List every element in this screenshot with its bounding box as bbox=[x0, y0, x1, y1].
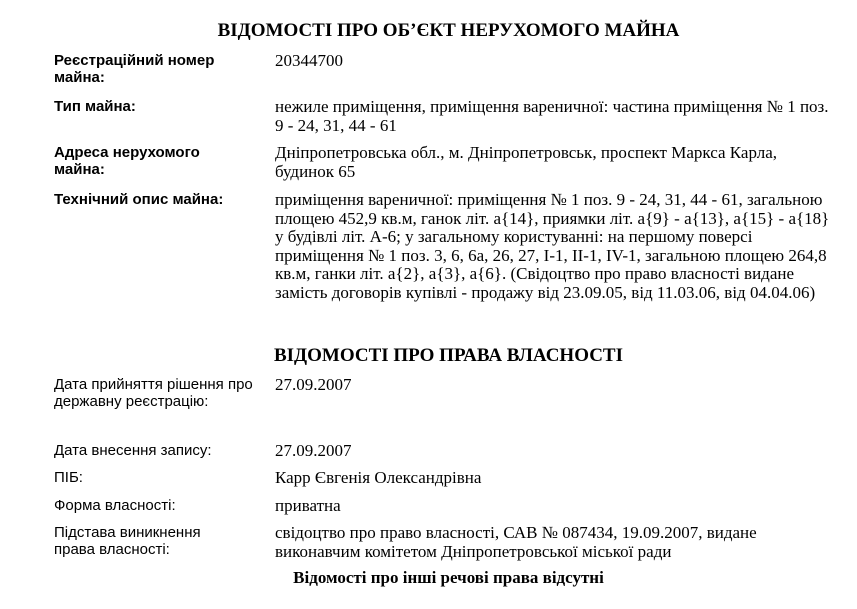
field-value: нежиле приміщення, приміщення вареничної: частина приміщення № 1 поз. 9 - 24, 31, 44 - 61 bbox=[275, 97, 829, 135]
other-rights-note: Відомості про інші речові права відсутні bbox=[293, 568, 604, 587]
field-value: Карр Євгенія Олександрівна bbox=[275, 468, 482, 487]
field-value: 27.09.2007 bbox=[275, 441, 352, 460]
field-value: приміщення вареничної: приміщення № 1 поз. 9 - 24, 31, 44 - 61, загальною площею 452,9 кв.м, ганок літ. а{14}, приямки літ. а{9} - а{13}, а{15} - а{18} у будівлі літ. А-6; у загальному користуванні: на першому поверсі приміщення № 1 поз. 3, 6, 6а, 26, 27, І-1, ІІ-1, IV-1, загальною площею 264,8 кв.м, ганки літ. а{2}, а{3}, а{6}. (Свідоцтво про право власності видане замість договорів купівлі - продажу від 23.09.05, від 11.03.06, від 04.04.06) bbox=[275, 190, 830, 302]
field-label: Форма власності: bbox=[54, 497, 176, 514]
field-value: 20344700 bbox=[275, 51, 343, 70]
field-label: Підстава виникнення права власності: bbox=[54, 524, 201, 558]
property-section-title: ВІДОМОСТІ ПРО ОБ’ЄКТ НЕРУХОМОГО МАЙНА bbox=[217, 20, 680, 41]
field-value: свідоцтво про право власності, САВ № 087434, 19.09.2007, видане виконавчим комітетом Дніпропетровської міської ради bbox=[275, 523, 757, 561]
field-label: Технічний опис майна: bbox=[54, 191, 224, 208]
field-value: приватна bbox=[275, 496, 341, 515]
field-value: 27.09.2007 bbox=[275, 375, 352, 394]
field-label: Дата прийняття рішення про державну реєстрацію: bbox=[54, 376, 253, 410]
field-label: Реєстраційний номер майна: bbox=[54, 52, 215, 86]
field-value: Дніпропетровська обл., м. Дніпропетровськ, проспект Маркса Карла, будинок 65 bbox=[275, 143, 777, 181]
field-label: ПІБ: bbox=[54, 469, 83, 486]
field-label: Дата внесення запису: bbox=[54, 442, 212, 459]
rights-section-title: ВІДОМОСТІ ПРО ПРАВА ВЛАСНОСТІ bbox=[273, 345, 623, 366]
field-label: Тип майна: bbox=[54, 98, 136, 115]
field-label: Адреса нерухомого майна: bbox=[54, 144, 200, 178]
